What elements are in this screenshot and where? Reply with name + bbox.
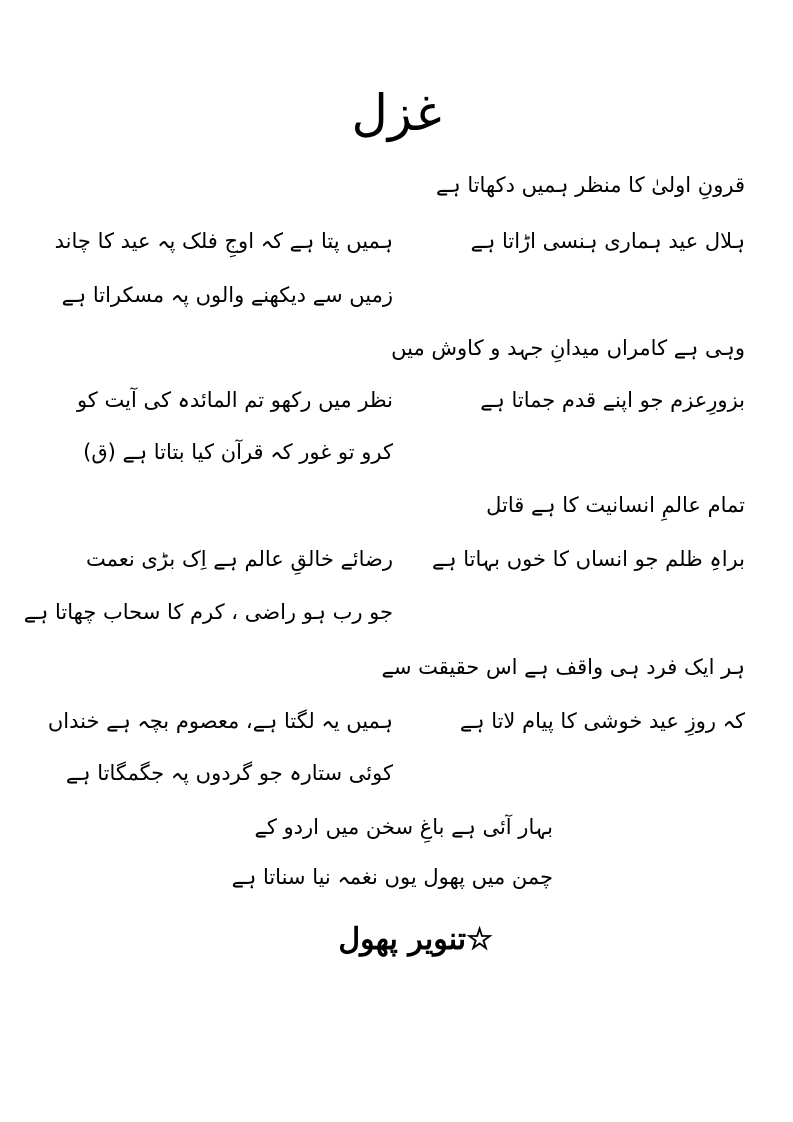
verse-line: تمام عالمِ انسانیت کا ہے قاتل [486, 493, 745, 517]
closing-line: چمن میں پھول یوں نغمہ نیا سناتا ہے [231, 865, 553, 889]
qita-line: جو رب ہو راضی ، کرم کا سحاب چھاتا ہے [23, 600, 393, 624]
verse-line: براہِ ظلم جو انساں کا خوں بہاتا ہے [431, 547, 745, 571]
qita-line: ہمیں پتا ہے کہ اوجِ فلک پہ عید کا چاند [54, 229, 393, 253]
verse-line: ہلال عید ہماری ہنسی اڑاتا ہے [470, 229, 745, 253]
verse-line: بزورِعزم جو اپنے قدم جماتا ہے [480, 388, 745, 412]
qita-line: نظر میں رکھو تم المائدہ کی آیت کو [76, 388, 393, 412]
verse-line: وہی ہے کامراں میدانِ جہد و کاوش میں [391, 336, 745, 360]
qita-line: ہمیں یہ لگتا ہے، معصوم بچہ ہے خنداں [47, 709, 393, 733]
verse-line: ہر ایک فرد ہی واقف ہے اس حقیقت سے [381, 655, 745, 679]
poem-title: غزل [351, 84, 442, 142]
qita-line: زمیں سے دیکھنے والوں پہ مسکراتا ہے [61, 283, 393, 307]
poet-signature: ☆تنویر پھول [338, 922, 493, 957]
qita-line: کوئی ستارہ جو گردوں پہ جگمگاتا ہے [65, 761, 393, 785]
closing-line: بہار آئی ہے باغِ سخن میں اردو کے [254, 815, 553, 839]
verse-line: قرونِ اولیٰ کا منظر ہمیں دکھاتا ہے [436, 173, 745, 197]
qita-line: رضائے خالقِ عالم ہے اِک بڑی نعمت [85, 547, 393, 571]
qita-line: کرو تو غور کہ قرآن کیا بتاتا ہے (ق) [83, 440, 393, 464]
verse-line: کہ روزِ عید خوشی کا پیام لاتا ہے [459, 709, 745, 733]
